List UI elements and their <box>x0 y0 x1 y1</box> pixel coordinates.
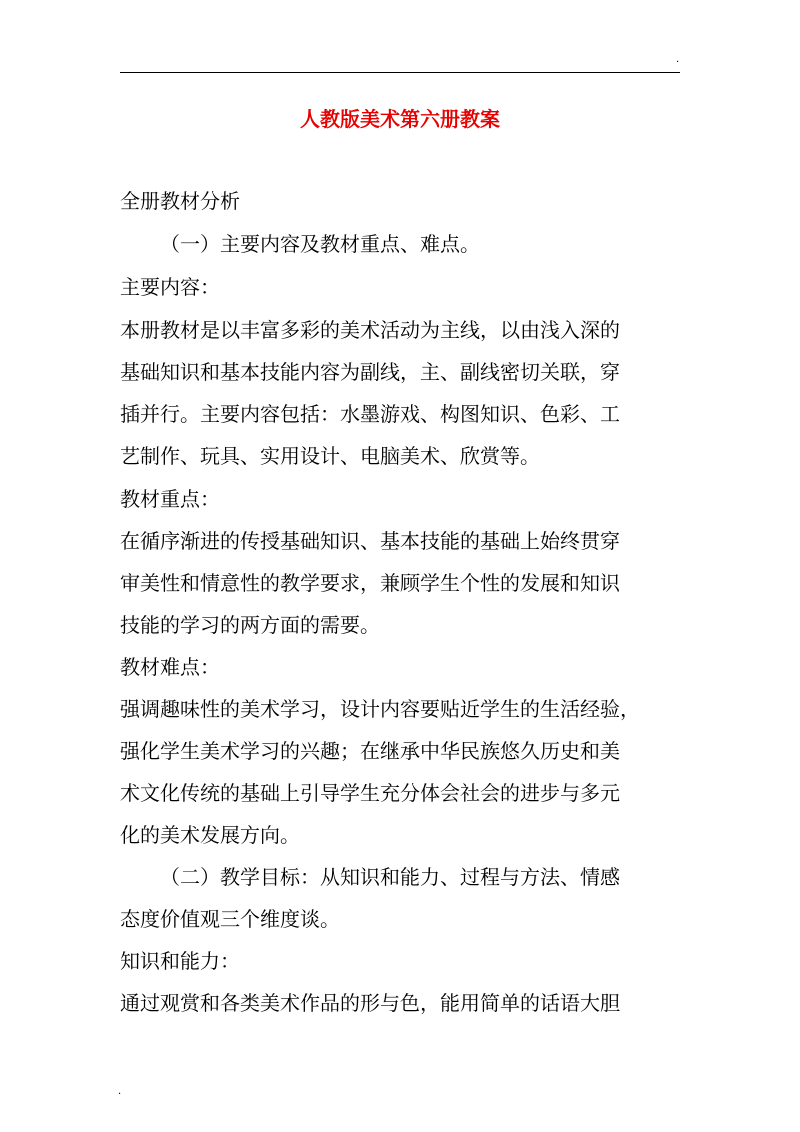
body-line: 态度价值观三个维度谈。 <box>120 907 340 931</box>
body-line: 插并行。主要内容包括：水墨游戏、构图知识、色彩、工 <box>120 402 620 426</box>
body-line: 强调趣味性的美术学习，设计内容要贴近学生的生活经验， <box>120 697 640 721</box>
body-line: 化的美术发展方向。 <box>120 823 300 847</box>
body-line: 在循序渐进的传授基础知识、基本技能的基础上始终贯穿 <box>120 529 620 553</box>
document-title: 人教版美术第六册教案 <box>300 107 500 131</box>
corner-mark-top: · <box>676 57 680 68</box>
subsection-heading: （一）主要内容及教材重点、难点。 <box>160 232 480 256</box>
paragraph-label: 知识和能力： <box>120 949 240 973</box>
body-line: 技能的学习的两方面的需要。 <box>120 613 380 637</box>
corner-mark-bottom: · <box>118 1089 122 1100</box>
body-line: 强化学生美术学习的兴趣；在继承中华民族悠久历史和美 <box>120 739 620 763</box>
paragraph-label: 主要内容： <box>120 275 220 299</box>
body-line: 基础知识和基本技能内容为副线，主、副线密切关联，穿 <box>120 360 620 384</box>
paragraph-label: 教材重点： <box>120 487 220 511</box>
body-line: 术文化传统的基础上引导学生充分体会社会的进步与多元 <box>120 781 620 805</box>
paragraph-label: 教材难点： <box>120 655 220 679</box>
body-line: 通过观赏和各类美术作品的形与色，能用简单的话语大胆 <box>120 991 620 1015</box>
body-line: 本册教材是以丰富多彩的美术活动为主线，以由浅入深的 <box>120 318 620 342</box>
section-heading: 全册教材分析 <box>120 189 240 213</box>
body-line: 艺制作、玩具、实用设计、电脑美术、欣赏等。 <box>120 444 540 468</box>
body-line: 审美性和情意性的教学要求，兼顾学生个性的发展和知识 <box>120 571 620 595</box>
subsection-heading: （二）教学目标：从知识和能力、过程与方法、情感 <box>160 865 620 889</box>
header-rule <box>120 72 680 73</box>
